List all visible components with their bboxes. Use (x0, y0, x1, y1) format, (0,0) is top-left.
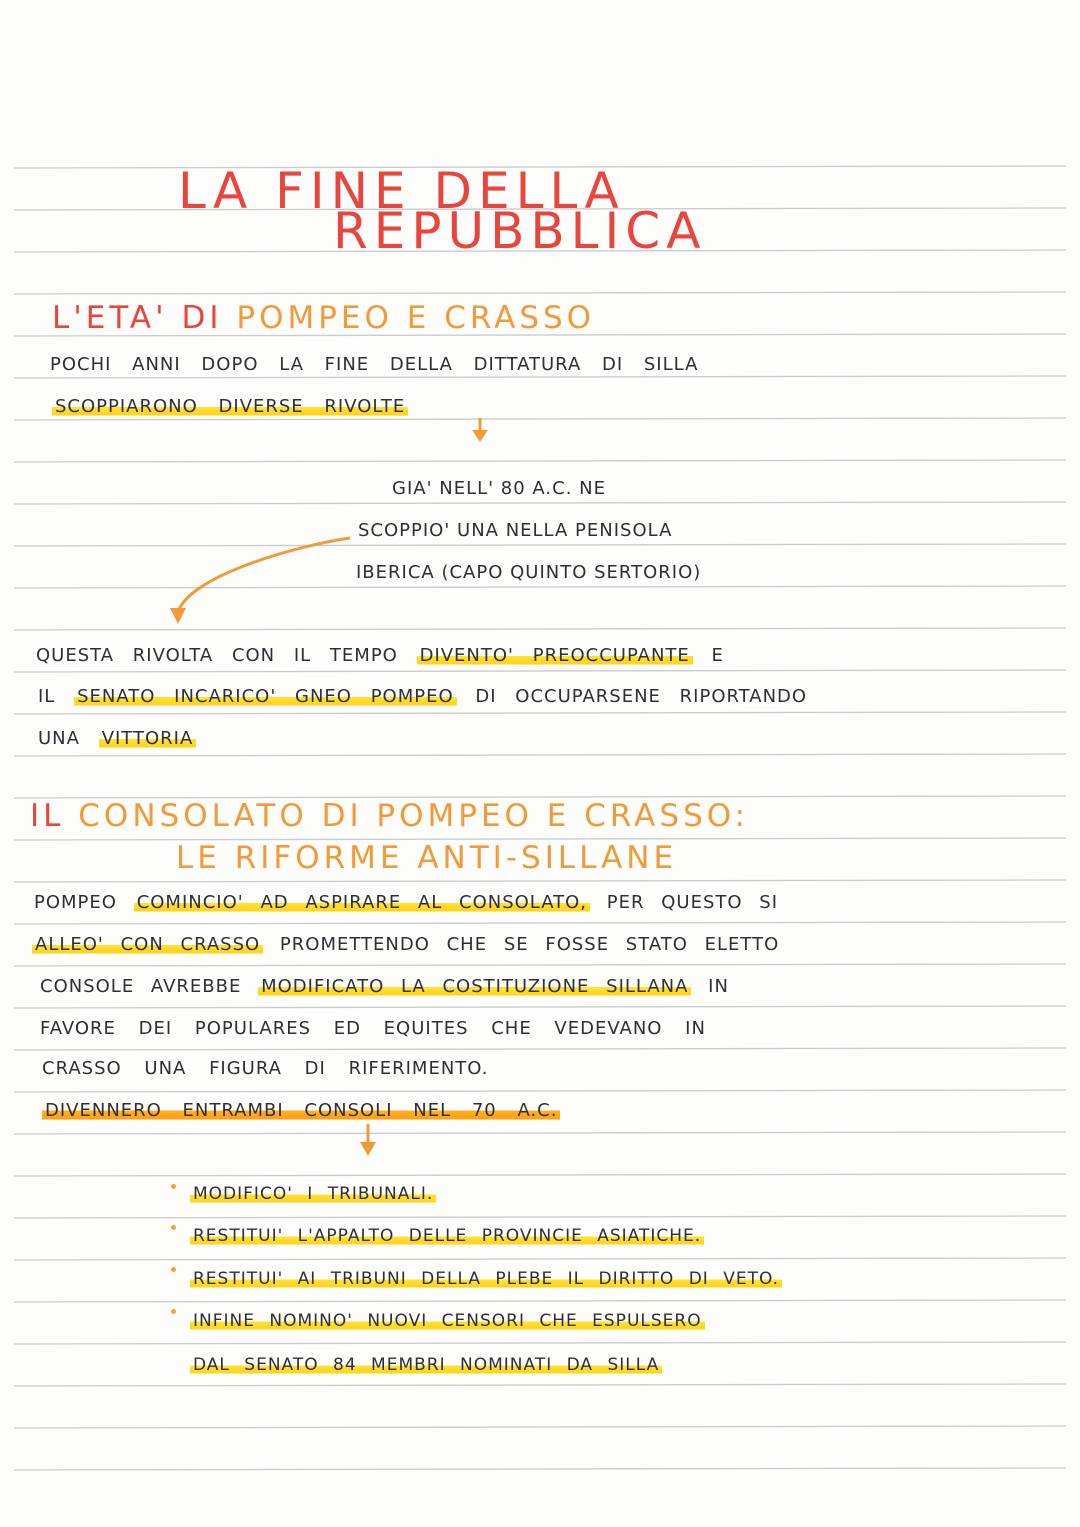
section1-para-line-2-a: IL (38, 686, 56, 707)
bullet-dot-3 (171, 1267, 176, 1272)
section1-para-line-1-highlight: DIVENTO' PREOCCUPANTE (417, 645, 693, 666)
section1-para-line-2 (38, 686, 807, 708)
section2-line-5: CRASSO UNA FIGURA DI RIFERIMENTO. (42, 1058, 489, 1079)
bullet-dot-1 (171, 1184, 176, 1189)
bullet-item-3 (190, 1268, 782, 1290)
section2-line-3 (40, 976, 729, 998)
bullet-dot-2 (171, 1225, 176, 1230)
section2-heading (30, 798, 749, 834)
section1-heading-prefix: L'ETA' DI (52, 300, 223, 336)
section2-line-2-b: PROMETTENDO CHE SE FOSSE STATO ELETTO (279, 934, 780, 955)
section2-heading-rest: CONSOLATO DI POMPEO E CRASSO: (78, 798, 750, 834)
section1-detail-line-2: SCOPPIO' UNA NELLA PENISOLA (358, 520, 673, 541)
section1-intro-line-2 (52, 396, 408, 418)
title-line-1: LA FINE DELLA (178, 162, 625, 220)
section1-para-line-3-a: UNA (38, 728, 80, 749)
section2-line-6 (42, 1100, 560, 1122)
bullet-item-3-text: RESTITUI' AI TRIBUNI DELLA PLEBE IL DIRITTO DI VETO. (190, 1269, 782, 1289)
section2-line-2-highlight: ALLEO' CON CRASSO (32, 934, 263, 955)
section1-intro-line-1: POCHI ANNI DOPO LA FINE DELLA DITTATURA DI SILLA (50, 354, 699, 375)
bullet-item-1-text: MODIFICO' I TRIBUNALI. (190, 1184, 436, 1204)
section1-para-line-1-a: QUESTA RIVOLTA CON IL TEMPO (36, 645, 398, 666)
section2-line-4: FAVORE DEI POPULARES ED EQUITES CHE VEDEVANO IN (40, 1018, 706, 1039)
bullet-item-4-continuation-text: DAL SENATO 84 MEMBRI NOMINATI DA SILLA (190, 1355, 662, 1375)
section1-para-line-1-b: E (711, 645, 724, 666)
section1-detail-line-1: GIA' NELL' 80 A.C. NE (392, 478, 606, 499)
bullet-item-2 (190, 1225, 704, 1247)
section1-heading (52, 300, 595, 336)
section2-line-3-a: CONSOLE AVREBBE (40, 976, 242, 997)
section2-heading-line-2: LE RIFORME ANTI-SILLANE (176, 840, 678, 876)
bullet-item-4-text: INFINE NOMINO' NUOVI CENSORI CHE ESPULSERO (190, 1311, 705, 1331)
section2-line-2 (32, 934, 779, 956)
bullet-item-4 (190, 1310, 705, 1332)
bullet-item-1 (190, 1183, 436, 1205)
section2-line-1 (34, 892, 778, 914)
section2-heading-prefix: IL (30, 798, 65, 834)
bullet-item-2-text: RESTITUI' L'APPALTO DELLE PROVINCIE ASIATICHE. (190, 1226, 704, 1246)
section2-line-1-highlight: COMINCIO' AD ASPIRARE AL CONSOLATO, (134, 892, 590, 913)
section2-line-1-b: PER QUESTO SI (606, 892, 778, 913)
section1-heading-rest: POMPEO E CRASSO (236, 300, 596, 336)
title-line-2: REPUBBLICA (333, 202, 707, 260)
section1-detail-line-3: IBERICA (CAPO QUINTO SERTORIO) (356, 562, 702, 583)
section1-para-line-2-highlight: SENATO INCARICO' GNEO POMPEO (74, 686, 457, 707)
section1-para-line-2-b: DI OCCUPARSENE RIPORTANDO (475, 686, 808, 707)
bullet-item-4-continuation (190, 1354, 662, 1376)
section2-line-6-highlight: DIVENNERO ENTRAMBI CONSOLI NEL 70 A.C. (42, 1100, 560, 1121)
section1-para-line-1 (36, 645, 724, 667)
section2-line-3-highlight: MODIFICATO LA COSTITUZIONE SILLANA (258, 976, 691, 997)
section2-line-1-a: POMPEO (34, 892, 117, 913)
section2-line-3-b: IN (708, 976, 729, 997)
section1-para-line-3 (38, 728, 196, 750)
section1-intro-highlight: SCOPPIARONO DIVERSE RIVOLTE (52, 396, 408, 417)
bullet-dot-4 (171, 1309, 176, 1314)
section1-para-line-3-highlight: VITTORIA (99, 728, 197, 749)
